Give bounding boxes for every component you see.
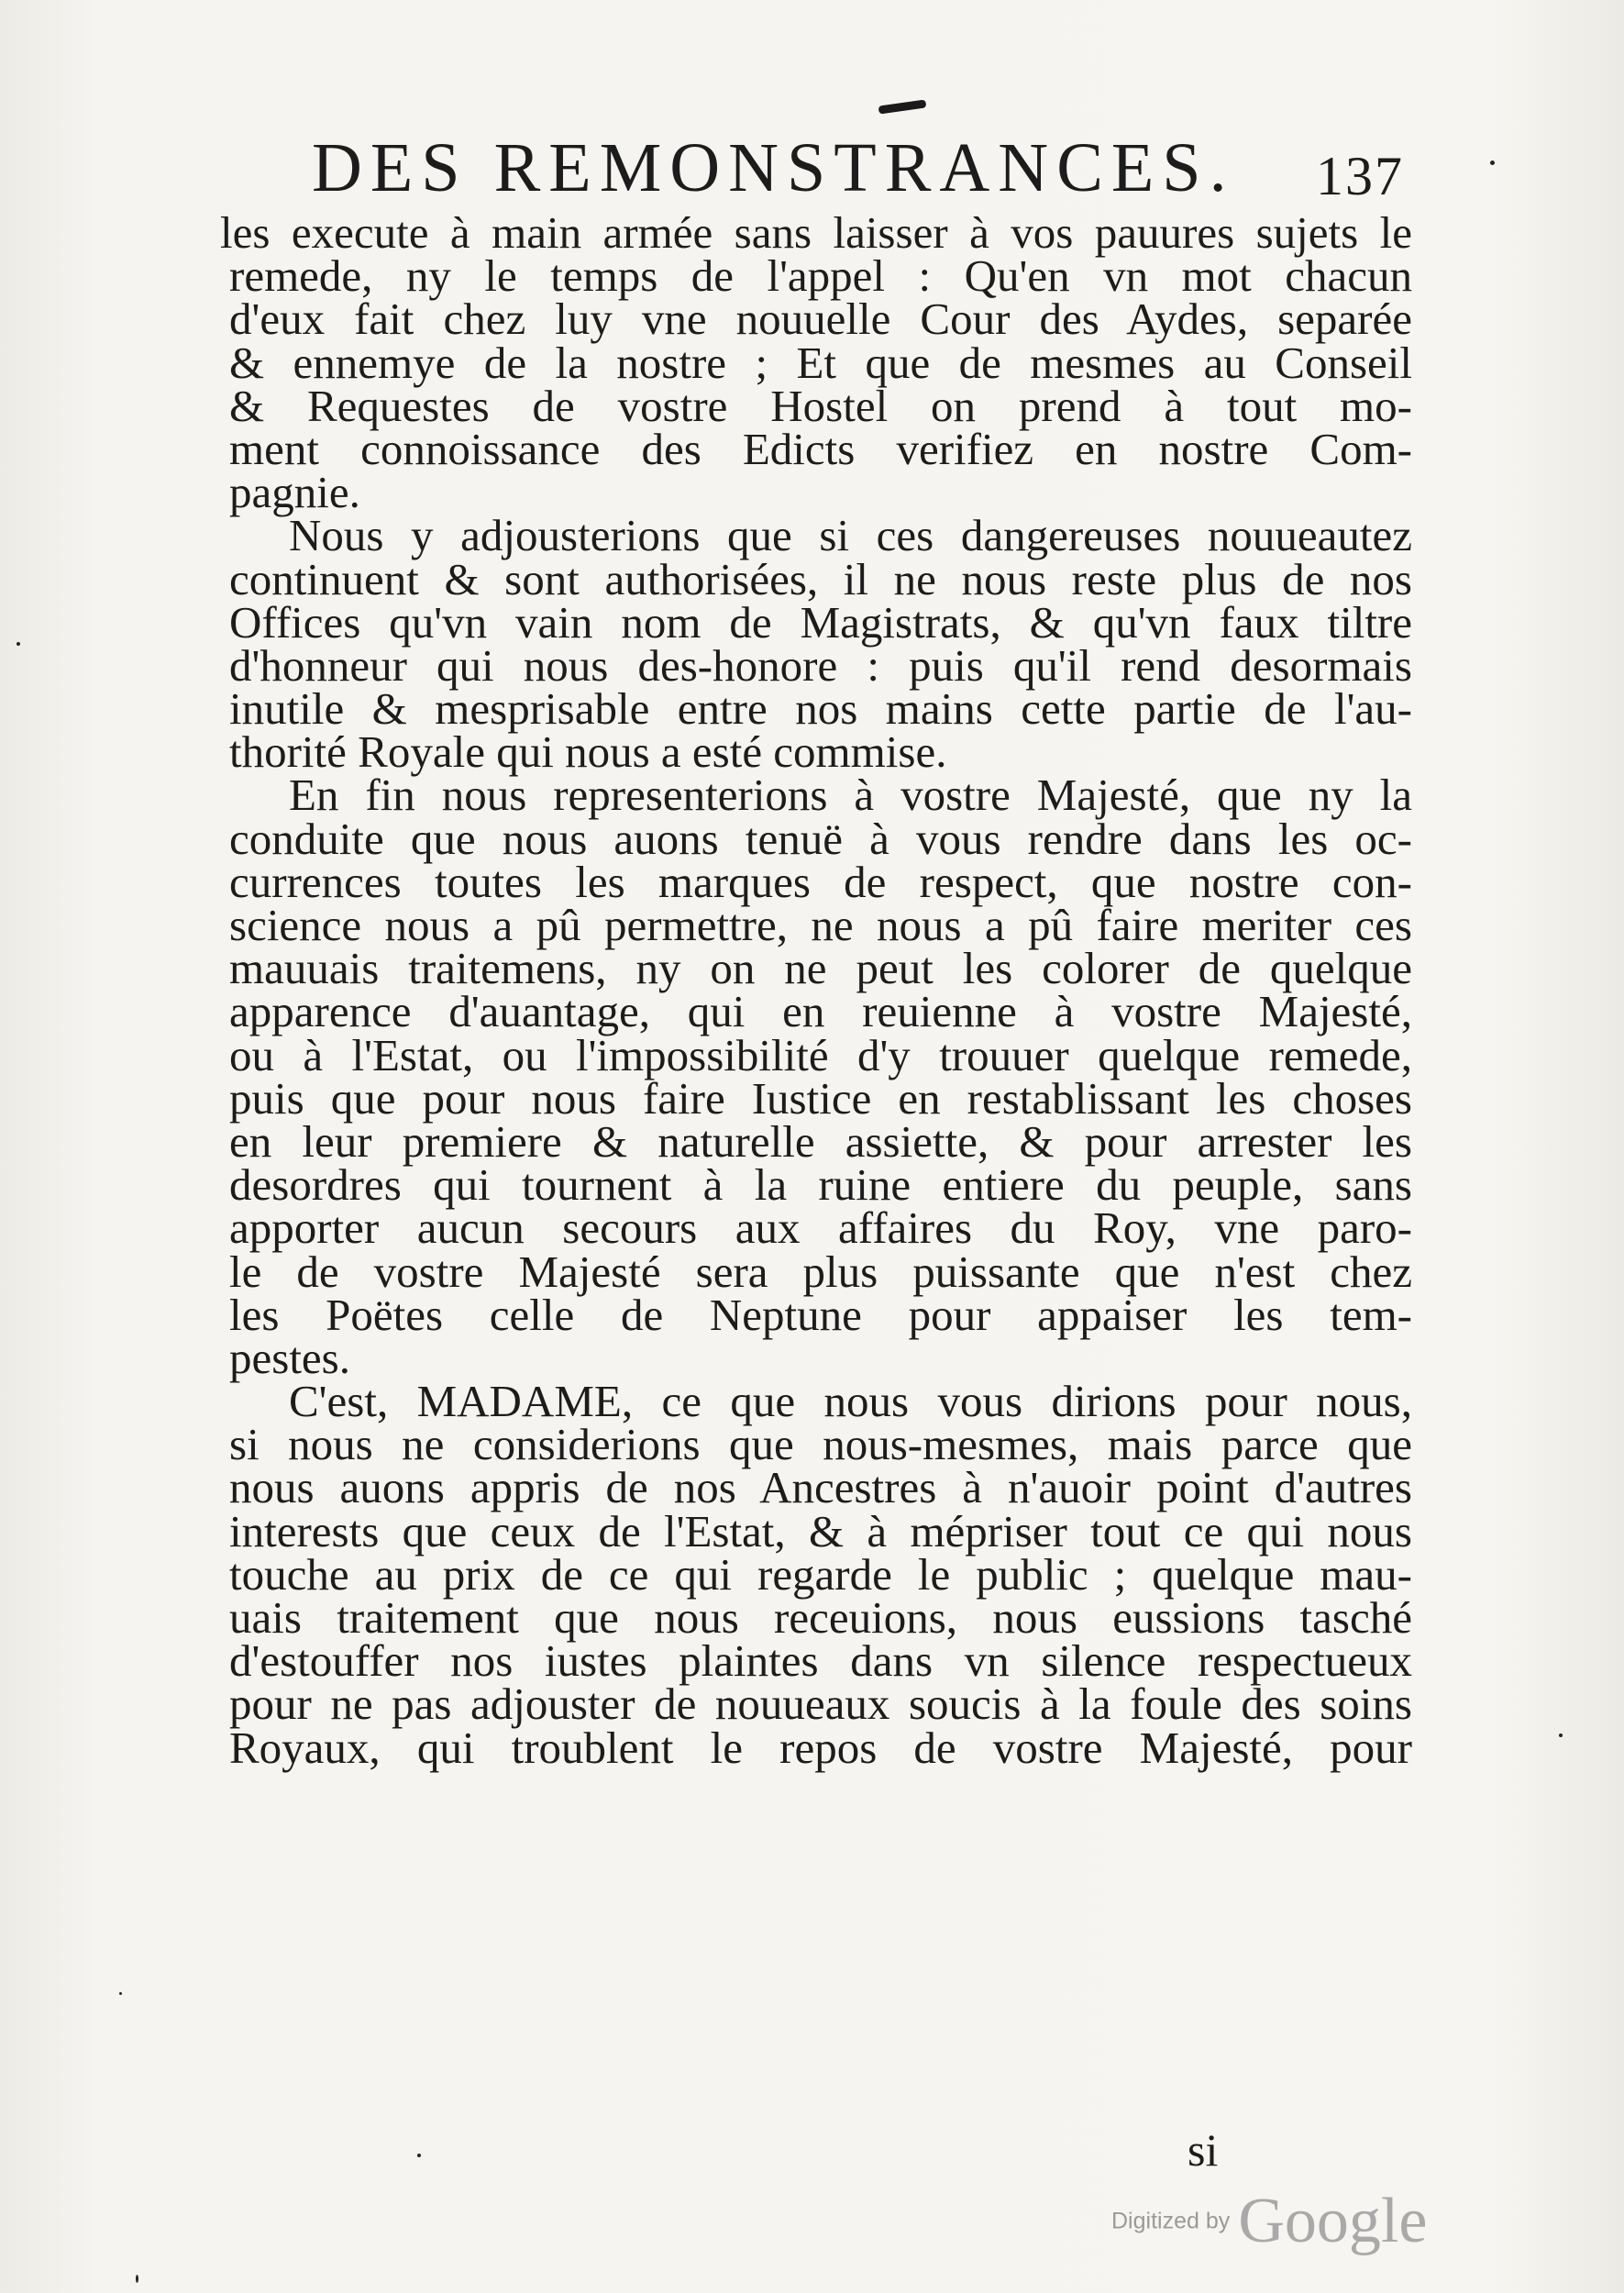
digitized-watermark: [1111, 2185, 1427, 2258]
text-line: apporter aucun secours aux affaires du Roy, vne paro-: [229, 1202, 1412, 1254]
text-line: currences toutes les marques de respect, que nostre con-: [229, 856, 1412, 907]
scan-speck: [17, 642, 20, 646]
scan-speck: [417, 2154, 421, 2157]
scan-speck: [1559, 1734, 1563, 1737]
text-line: d'honneur qui nous des-honore : puis qu'il rend desormais: [229, 639, 1412, 691]
text-line: les execute à main armée sans laisser à vos pauures sujets le: [220, 207, 1412, 258]
text-line: en leur premiere & naturelle assiette, & pour arrester les: [229, 1115, 1412, 1167]
text-line: science nous a pû permettre, ne nous a pû faire meriter ces: [229, 900, 1412, 950]
text-line: inutile & mesprisable entre nos mains cette partie de l'au-: [229, 683, 1412, 735]
scan-speck: [1490, 161, 1495, 165]
text-line: si nous ne considerions que nous-mesmes, mais parce que: [229, 1419, 1412, 1470]
text-line: interests que ceux de l'Estat, & à mépriser tout ce qui nous: [229, 1505, 1412, 1556]
running-title: DES REMONSTRANCES.: [312, 129, 1235, 206]
text-line: & Requestes de vostre Hostel on prend à tout mo-: [229, 380, 1412, 431]
text-line: nous auons appris de nos Ancestres à n'auoir point d'autres: [229, 1462, 1412, 1513]
text-line: puis que pour nous faire Iustice en restablissant les choses: [229, 1072, 1412, 1124]
text-line: apparence d'auantage, qui en reuienne à vostre Majesté,: [229, 986, 1412, 1037]
text-line: les Poëtes celle de Neptune pour appaiser les tem-: [229, 1289, 1412, 1340]
text-line: thorité Royale qui nous a esté commise.: [229, 726, 947, 778]
google-logo: Google: [1238, 2186, 1428, 2256]
text-line: mauuais traitemens, ny on ne peut les colorer de quelque: [229, 943, 1412, 994]
text-line: remede, ny le temps de l'appel : Qu'en vn mot chacun: [229, 250, 1412, 302]
text-line: En fin nous representerions à vostre Majesté, que ny la: [289, 770, 1412, 821]
ink-mark: [878, 99, 927, 114]
text-line: d'estouffer nos iustes plaintes dans vn silence respectueux: [229, 1635, 1412, 1687]
text-line: ou à l'Estat, ou l'impossibilité d'y trouuer quelque remede,: [229, 1029, 1412, 1080]
scan-speck: [119, 1992, 122, 1995]
text-line: pour ne pas adjouster de nouueaux soucis à la foule des soins: [229, 1678, 1412, 1730]
text-line: pestes.: [229, 1332, 350, 1383]
text-line: Nous y adjousterions que si ces dangereuses nouueautez: [289, 510, 1412, 561]
page-number: 137: [1316, 146, 1404, 206]
text-line: uais traitement que nous receuions, nous eussions tasché: [229, 1592, 1412, 1643]
text-line: & ennemye de la nostre ; Et que de mesmes au Conseil: [229, 337, 1412, 388]
text-line: C'est, MADAME, ce que nous vous dirions pour nous,: [289, 1376, 1412, 1427]
body-text: [220, 207, 1412, 1773]
page-header: [312, 128, 1412, 211]
text-line: touche au prix de ce qui regarde le public ; quelque mau-: [229, 1548, 1412, 1600]
text-line: Royaux, qui troublent le repos de vostre Majesté, pour: [229, 1722, 1412, 1773]
text-line: pagnie.: [229, 467, 360, 518]
text-line: d'eux fait chez luy vne nouuelle Cour des Aydes, separée: [229, 294, 1412, 345]
text-line: ment connoissance des Edicts verifiez en nostre Com-: [229, 423, 1412, 474]
digitized-by-label: Digitized by: [1111, 2208, 1231, 2234]
text-line: conduite que nous auons tenuë à vous rendre dans les oc-: [229, 813, 1412, 864]
text-line: desordres qui tournent à la ruine entiere du peuple, sans: [229, 1159, 1412, 1211]
text-line: continuent & sont authorisées, il ne nous reste plus de nos: [229, 553, 1412, 604]
text-line: le de vostre Majesté sera plus puissante que n'est chez: [229, 1246, 1412, 1297]
catchword: si: [1188, 2124, 1219, 2176]
text-line: Offices qu'vn vain nom de Magistrats, & qu'vn faux tiltre: [229, 596, 1412, 648]
scan-speck: [136, 2275, 138, 2283]
